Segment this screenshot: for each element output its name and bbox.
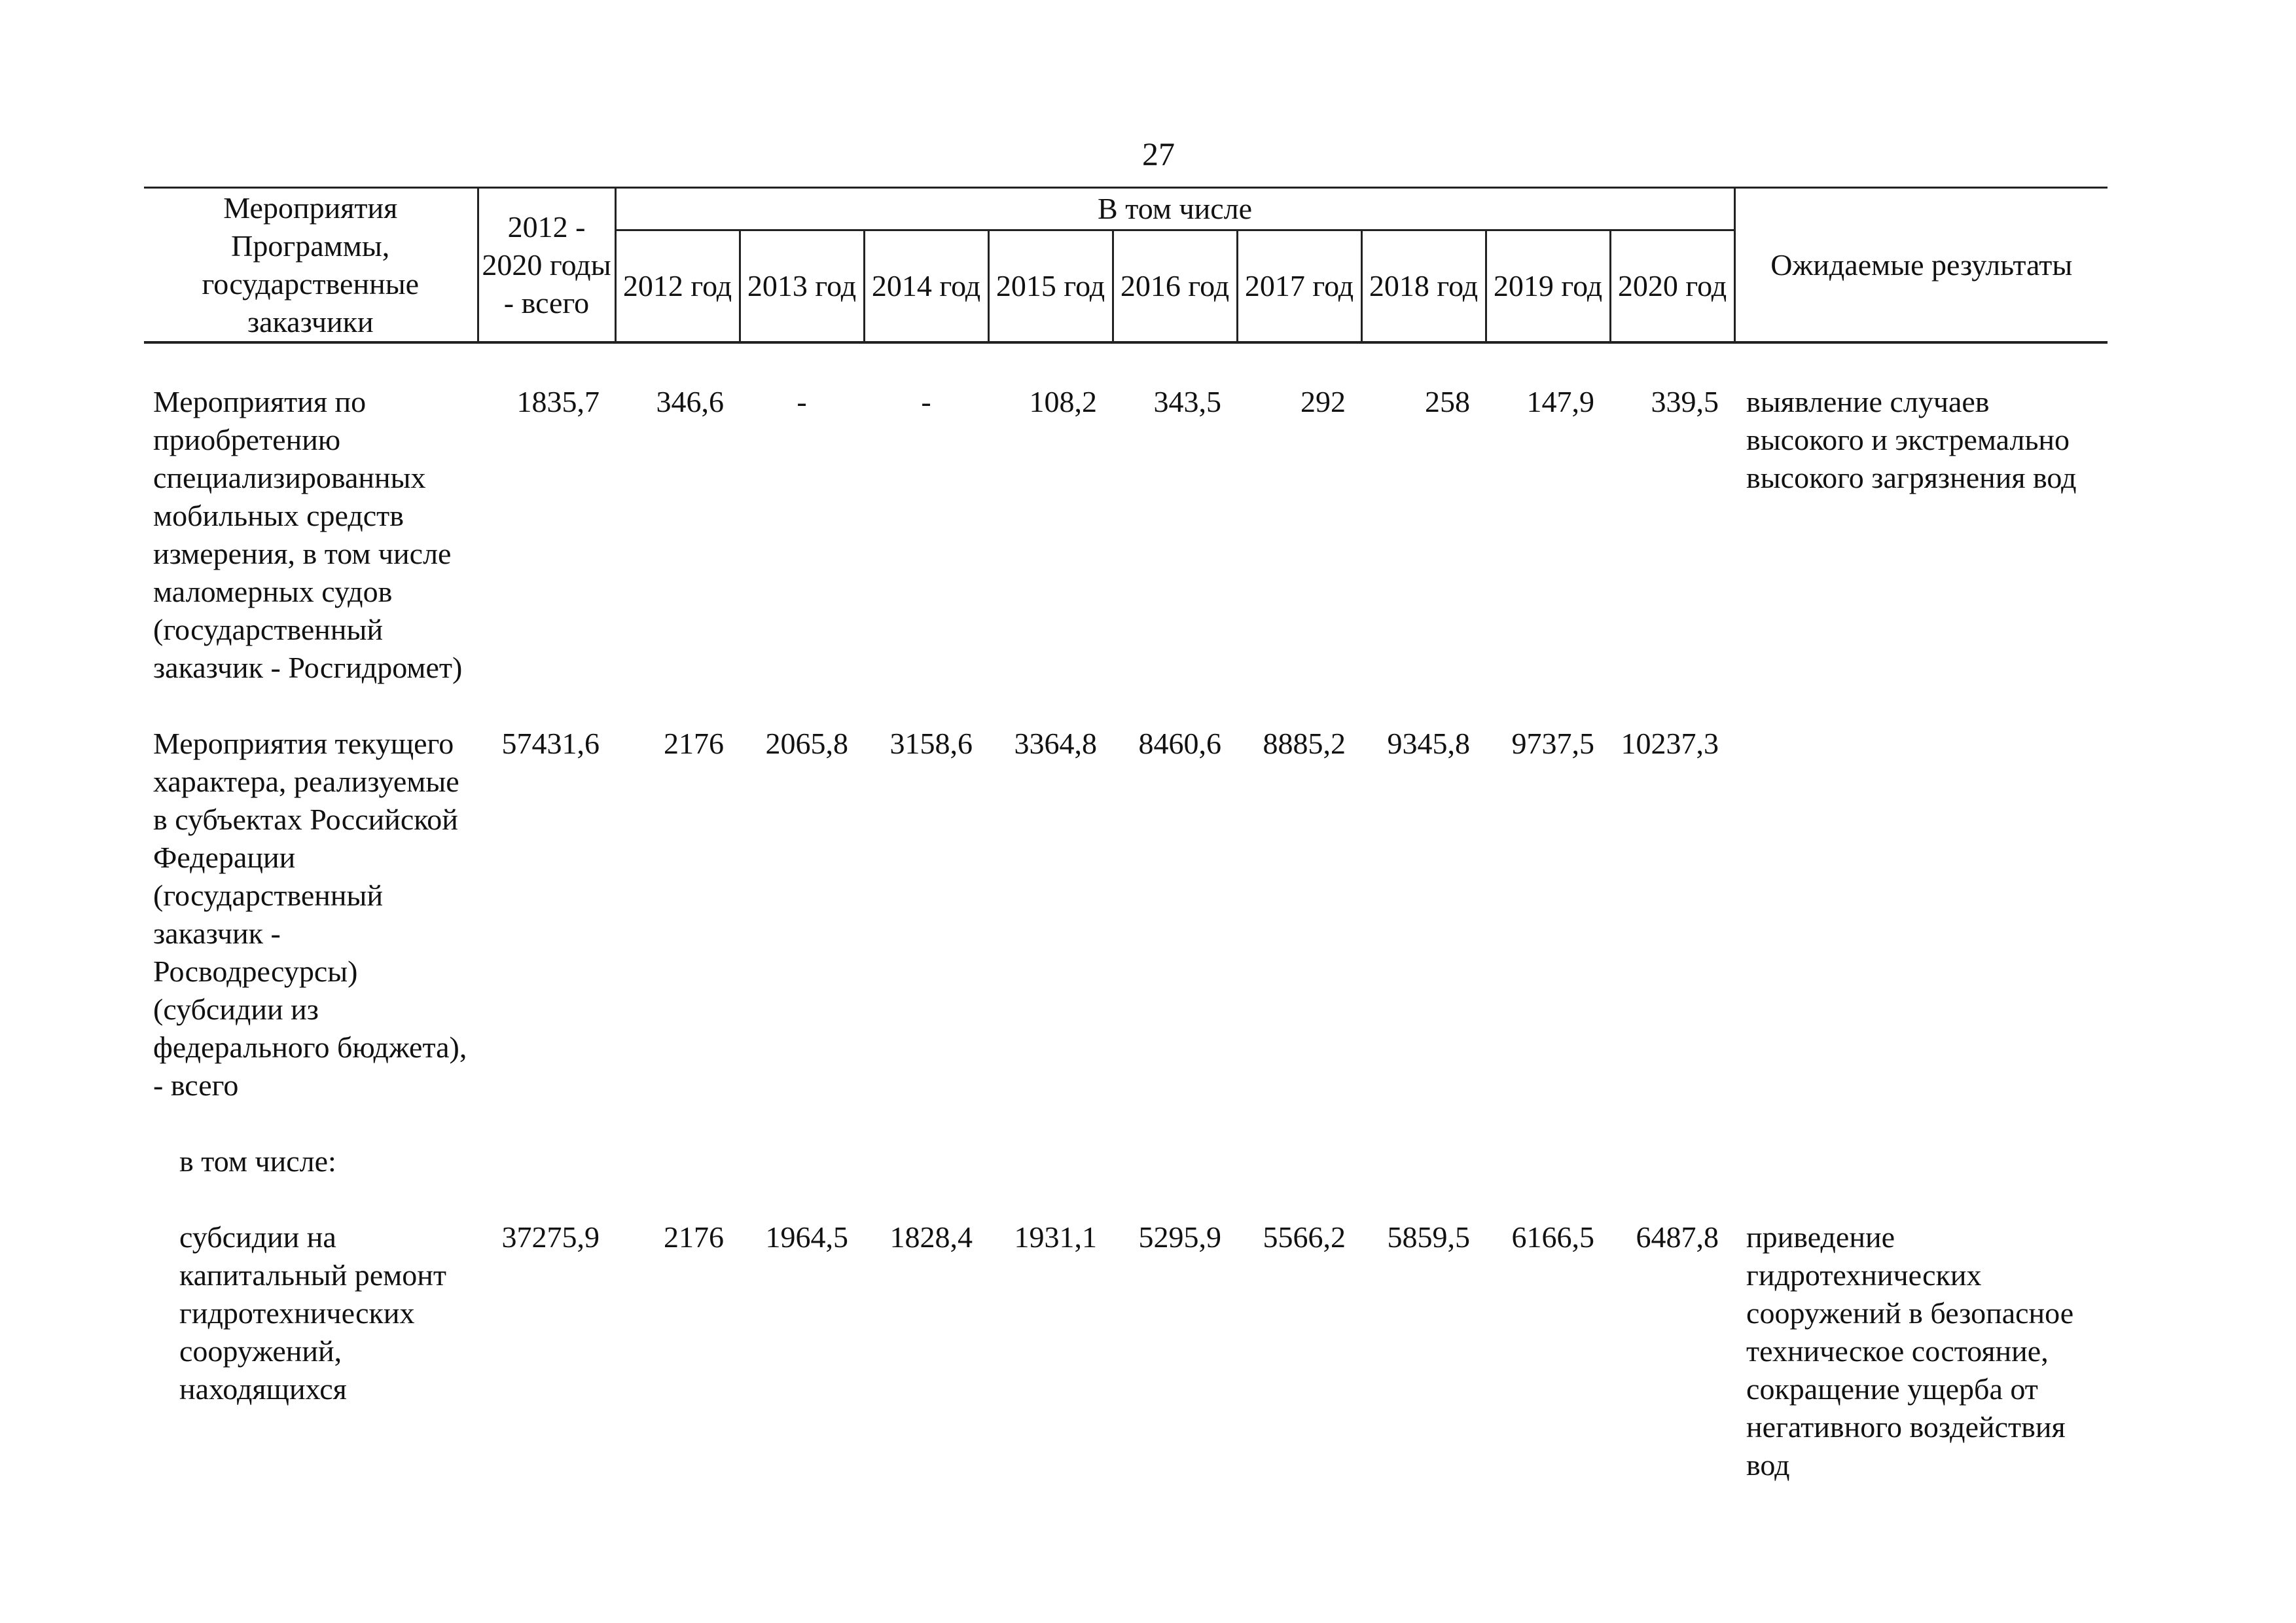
- header-group: В том числе: [615, 188, 1734, 230]
- row-year-value: 258: [1425, 385, 1470, 418]
- row-year-value: 6166,5: [1511, 1220, 1594, 1254]
- row-total: [478, 1142, 615, 1180]
- row-year-value: 10237,3: [1621, 727, 1719, 760]
- row-year-value: 9737,5: [1511, 727, 1594, 760]
- row-result: приведение гидротехнических сооружений в безопасное техническое состояние, сокращение ущерба от негативного воздействия вод: [1746, 1220, 2074, 1482]
- row-year-value: [1113, 1142, 1237, 1180]
- row-year-value: -: [797, 385, 807, 418]
- header-year: 2018 год: [1361, 230, 1486, 343]
- row-year-value: 147,9: [1526, 385, 1594, 418]
- row-year-value: [740, 1142, 864, 1180]
- page-number: 27: [1142, 136, 1175, 172]
- header-year: 2013 год: [740, 230, 864, 343]
- row-name: Мероприятия текущего характера, реализуемые в субъектах Российской Федерации (государственный заказчик - Росводресурсы) (субсидии из федерального бюджета), - всего: [153, 727, 467, 1102]
- row-year-value: 108,2: [1029, 385, 1097, 418]
- row-year-value: 2065,8: [765, 727, 848, 760]
- header-total: 2012 - 2020 годы - всего: [478, 188, 615, 343]
- row-result: выявление случаев высокого и экстремально высокого загрязнения вод: [1746, 385, 2077, 494]
- row-year-value: 339,5: [1651, 385, 1719, 418]
- row-year-value: 8885,2: [1263, 727, 1346, 760]
- row-result: [1734, 1142, 2108, 1180]
- row-year-value: [615, 1142, 740, 1180]
- row-year-value: 292: [1300, 385, 1346, 418]
- row-year-value: 5295,9: [1138, 1220, 1221, 1254]
- row-year-value: 2176: [664, 727, 724, 760]
- table-row: [144, 725, 2108, 1104]
- row-name: субсидии на капитальный ремонт гидротехнических сооружений, находящихся: [179, 1220, 447, 1406]
- row-year-value: 346,6: [656, 385, 724, 418]
- program-measures-table: [144, 187, 2108, 1484]
- row-year-value: 1964,5: [765, 1220, 848, 1254]
- row-year-value: 343,5: [1153, 385, 1221, 418]
- row-year-value: [1486, 1142, 1610, 1180]
- row-total: 1835,7: [516, 385, 600, 418]
- table-row: [144, 383, 2108, 687]
- header-measures: Мероприятия Программы, государственные заказчики: [144, 188, 478, 343]
- row-year-value: [988, 1142, 1113, 1180]
- header-year: 2020 год: [1610, 230, 1734, 343]
- row-year-value: -: [921, 385, 931, 418]
- row-year-value: 3364,8: [1014, 727, 1097, 760]
- table-row: [144, 1218, 2108, 1484]
- row-year-value: 5859,5: [1387, 1220, 1470, 1254]
- row-year-value: [864, 1142, 988, 1180]
- row-year-value: [1237, 1142, 1361, 1180]
- row-year-value: 9345,8: [1387, 727, 1470, 760]
- row-year-value: 6487,8: [1636, 1220, 1719, 1254]
- row-year-value: 1931,1: [1014, 1220, 1097, 1254]
- header-year: 2019 год: [1486, 230, 1610, 343]
- row-year-value: 2176: [664, 1220, 724, 1254]
- row-name: Мероприятия по приобретению специализированных мобильных средств измерения, в том числе маломерных судов (государственный заказчик - Росгидромет): [153, 385, 463, 684]
- row-year-value: [1610, 1142, 1734, 1180]
- header-year: 2017 год: [1237, 230, 1361, 343]
- row-result: [1734, 725, 2108, 1104]
- row-year-value: 3158,6: [889, 727, 973, 760]
- header-year: 2015 год: [988, 230, 1113, 343]
- row-total: 57431,6: [501, 727, 600, 760]
- table-row: [144, 1142, 2108, 1180]
- header-year: 2012 год: [615, 230, 740, 343]
- header-year: 2014 год: [864, 230, 988, 343]
- row-year-value: 8460,6: [1138, 727, 1221, 760]
- header-results: Ожидаемые результаты: [1734, 188, 2108, 343]
- row-year-value: 5566,2: [1263, 1220, 1346, 1254]
- row-total: 37275,9: [501, 1220, 600, 1254]
- row-year-value: [1361, 1142, 1486, 1180]
- row-year-value: 1828,4: [889, 1220, 973, 1254]
- header-year: 2016 год: [1113, 230, 1237, 343]
- row-name: в том числе:: [179, 1144, 336, 1178]
